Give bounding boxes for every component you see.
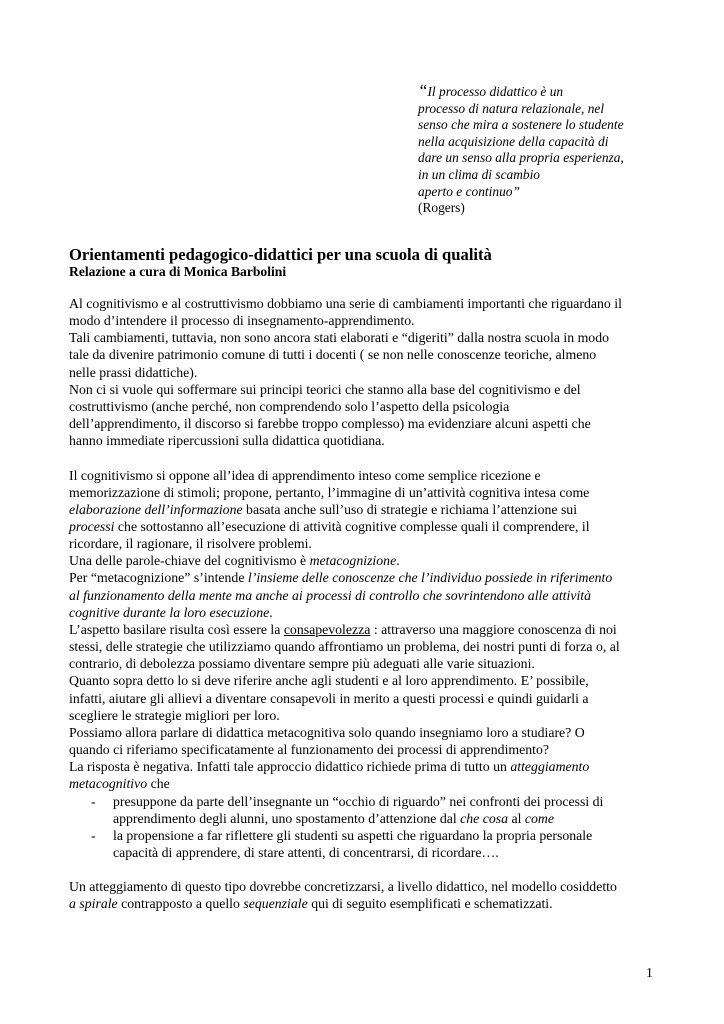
open-quote-mark: “ [418,81,428,100]
epigraph-line: dare un senso alla propria esperienza, [418,150,624,166]
paragraph-gap [69,861,669,878]
bullet-dash: - [91,827,96,843]
body-line: quando ci riferiamo specificatamente al funzionamento dei processi di apprendimento? [69,742,550,758]
document-body [69,295,669,913]
body-line: contrario, di debolezza possiamo diventare sempre più adeguati alle varie situazioni. [69,656,535,672]
body-line: cognitive durante la loro esecuzione. [69,604,273,620]
body-line: Non ci si vuole qui soffermare sui principi teorici che stanno alla base del cognitivismo e del [69,381,581,397]
document-subtitle: Relazione a cura di Monica Barbolini [69,264,287,279]
italic-definition: cognitive durante la loro esecuzione [69,604,270,620]
body-line: Un atteggiamento di questo tipo dovrebbe concretizzarsi, a livello didattico, nel modello cosiddetto [69,879,617,895]
epigraph-line: aperto e continuo” [418,183,520,199]
body-line: Per “metacognizione” s’intende l’insieme delle conoscenze che l’individuo possiede in riferimento [69,570,613,586]
body-line: Il cognitivismo si oppone all’idea di apprendimento inteso come semplice ricezione e [69,467,541,483]
italic-term: metacognizione [309,553,397,569]
body-line: elaborazione dell’informazione basata anche sull’uso di strategie e richiama l’attenzione sui [69,501,578,517]
body-line: Quanto sopra detto lo si deve riferire anche agli studenti e al loro apprendimento. E’ possibile, [69,673,589,689]
epigraph-author: (Rogers) [418,200,465,216]
epigraph-line: nella acquisizione della capacità di [418,133,609,149]
epigraph-quote [418,81,718,217]
body-line: modo d’intendere il processo di insegnamento-apprendimento. [69,313,415,329]
body-line: Possiamo allora parlare di didattica metacognitiva solo quando insegniamo loro a studiare? O [69,724,585,740]
bullet-item: - presuppone da parte dell’insegnante un “occhio di riguardo” nei confronti dei processi di [91,793,604,809]
body-line: Tali cambiamenti, tuttavia, non sono ancora stati elaborati e “digeriti” dalla nostra scuola in modo [69,330,610,346]
italic-term: processi [69,519,115,535]
body-line: scegliere le strategie migliori per loro. [69,707,280,723]
bullet-dash: - [91,793,96,809]
epigraph-line: “Il processo didattico è un [418,81,564,100]
epigraph-line: processo di natura relazionale, nel [418,100,605,116]
italic-term: metacognitivo [69,776,148,792]
body-line: processi che sottostanno all’esecuzione di attività cognitive complesse quali il comprendere, il [69,519,590,535]
italic-term: che cosa [460,810,509,826]
body-line: La risposta è negativa. Infatti tale approccio didattico richiede prima di tutto un atteggiamento [69,759,590,775]
underlined-term: consapevolezza [283,621,371,637]
italic-definition: l’insieme delle conoscenze che l’individuo possiede in riferimento [247,570,613,586]
italic-definition: al funzionamento della mente ma anche ai processi di controllo che sovrintendono alle attività [69,587,592,603]
epigraph-line: in un clima di scambio [418,166,540,182]
body-line: ricordare, il ragionare, il risolvere problemi. [69,536,312,552]
bullet-item-continuation: apprendimento degli alunni, uno spostamento d’attenzione dal che cosa al come [113,810,555,826]
body-line: Al cognitivismo e al costruttivismo dobbiamo una serie di cambiamenti importanti che riguardano il [69,296,622,311]
page-number: 1 [646,965,653,980]
italic-term: a spirale [69,896,118,912]
document-title: Orientamenti pedagogico-didattici per una scuola di qualità [69,245,492,264]
paragraph-gap [69,449,669,466]
italic-term: elaborazione dell’informazione [69,501,243,517]
body-line: a spirale contrapposto a quello sequenziale qui di seguito esemplificati e schematizzati. [69,896,553,912]
bullet-item: - la propensione a far riflettere gli studenti su aspetti che riguardano la propria personale [91,827,593,843]
italic-term: sequenziale [243,896,308,912]
body-line: nelle prassi didattiche). [69,364,198,380]
epigraph-line: senso che mira a sostenere lo studente [418,117,624,133]
body-line: stessi, delle strategie che utilizziamo quando affrontiamo un problema, dei nostri punti di forza o, al [69,639,620,655]
body-line: dell’apprendimento, il discorso si farebbe troppo complesso) ma evidenziare alcuni aspetti che [69,416,591,432]
body-line: memorizzazione di stimoli; propone, pertanto, l’immagine di un’attività cognitiva intesa come [69,484,590,500]
body-line: L’aspetto basilare risulta così essere la consapevolezza : attraverso una maggiore conoscenza di noi [69,621,617,637]
body-line: metacognitivo che [69,776,170,792]
bullet-item-continuation: capacità di apprendere, di stare attenti, di concentrarsi, di ricordare…. [113,844,499,860]
body-line: tale da divenire patrimonio comune di tutti i docenti ( se non nelle conoscenze teoriche, almeno [69,347,597,363]
italic-term: come [524,810,555,826]
italic-term: atteggiamento [510,759,590,775]
body-line: Una delle parole-chiave del cognitivismo è metacognizione. [69,553,400,569]
body-line: costruttivismo (anche perché, non comprendendo solo l’aspetto della psicologia [69,398,510,414]
body-line: hanno immediate ripercussioni sulla didattica quotidiana. [69,433,385,449]
body-line [69,587,669,604]
body-line: infatti, aiutare gli allievi a diventare consapevoli in merito a questi processi e quindi guidarli a [69,690,589,706]
